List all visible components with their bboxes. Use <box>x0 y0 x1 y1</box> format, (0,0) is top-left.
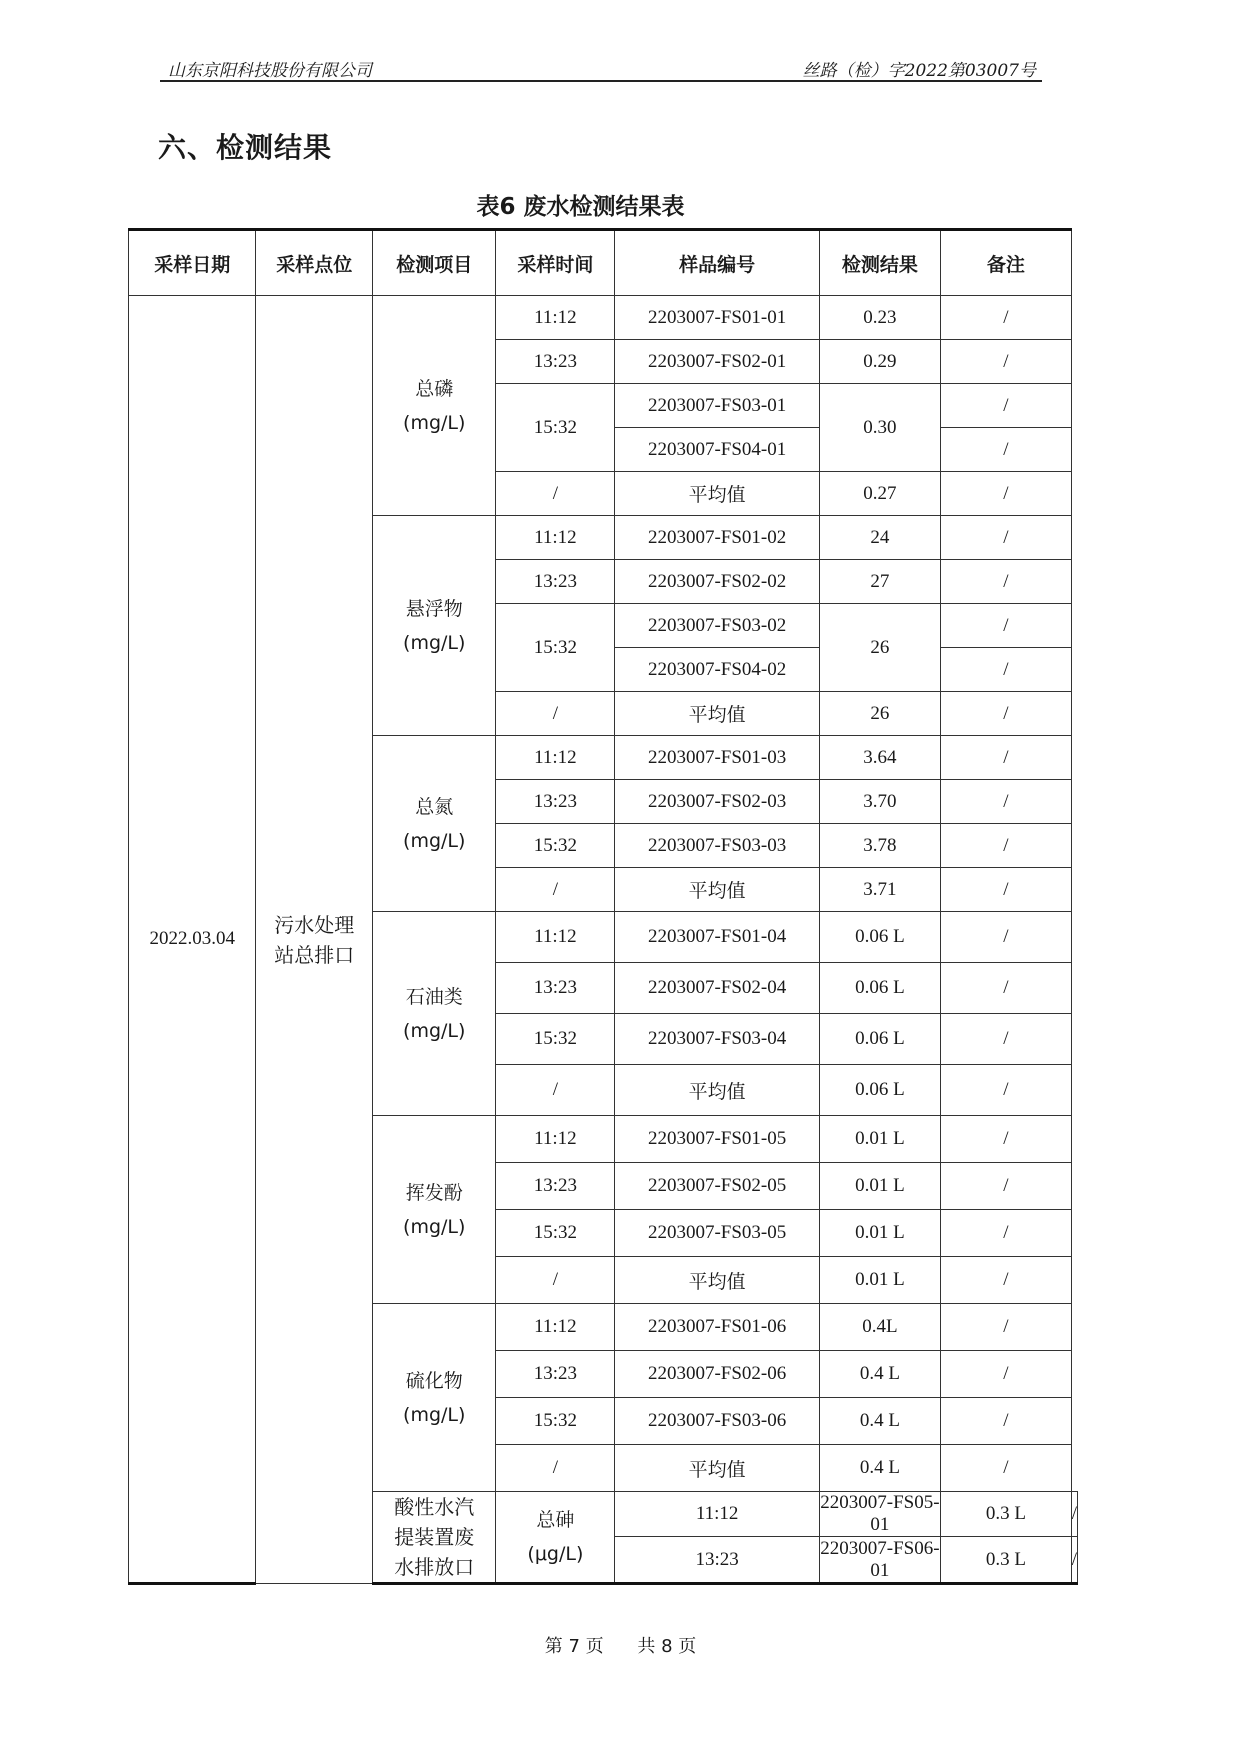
note-cell: / <box>941 384 1072 428</box>
test-item-unit: (mg/L) <box>403 829 466 852</box>
sampling-time-cell: / <box>496 472 615 516</box>
sampling-date-cell: 2022.03.04 <box>129 296 256 1584</box>
note-cell: / <box>941 692 1072 736</box>
note-cell: / <box>941 560 1072 604</box>
sample-id-cell: 2203007-FS02-06 <box>615 1351 819 1398</box>
sample-id-cell: 2203007-FS03-06 <box>615 1398 819 1445</box>
test-item-cell <box>373 736 496 912</box>
sampling-time-cell: 13:23 <box>496 780 615 824</box>
sampling-time-cell: 11:12 <box>496 912 615 963</box>
test-item-cell <box>496 1492 615 1584</box>
wastewater-result-table <box>128 228 1078 1585</box>
test-item-unit: (mg/L) <box>403 1403 466 1426</box>
sample-id-cell: 2203007-FS01-06 <box>615 1304 819 1351</box>
sampling-time-cell: / <box>496 1257 615 1304</box>
document-number: 丝路（检）字2022第03007号 <box>802 61 1036 81</box>
sampling-time-cell: 11:12 <box>496 516 615 560</box>
note-cell: / <box>941 1304 1072 1351</box>
col-test-item: 检测项目 <box>373 230 496 296</box>
result-cell: 0.06 L <box>819 912 940 963</box>
result-cell: 0.23 <box>819 296 940 340</box>
test-item-unit: (mg/L) <box>403 1215 466 1238</box>
note-cell: / <box>941 1257 1072 1304</box>
sample-id-cell: 2203007-FS01-03 <box>615 736 819 780</box>
result-cell: 0.01 L <box>819 1210 940 1257</box>
sampling-time-cell: 13:23 <box>496 560 615 604</box>
note-cell: / <box>941 824 1072 868</box>
note-cell: / <box>941 472 1072 516</box>
note-cell: / <box>941 1116 1072 1163</box>
result-cell: 0.06 L <box>819 963 940 1014</box>
table-row <box>129 296 1078 340</box>
result-cell: 3.71 <box>819 868 940 912</box>
test-item-unit: (mg/L) <box>403 1019 466 1042</box>
result-cell: 27 <box>819 560 940 604</box>
result-cell: 0.4 L <box>819 1351 940 1398</box>
sample-id-cell: 2203007-FS01-05 <box>615 1116 819 1163</box>
sampling-time-cell: 11:12 <box>496 1116 615 1163</box>
test-item-cell <box>373 516 496 736</box>
test-item-name: 总砷 <box>536 1509 575 1531</box>
company-name: 山东京阳科技股份有限公司 <box>168 61 372 81</box>
test-item-name: 总磷 <box>415 377 454 400</box>
result-cell: 0.4 L <box>819 1445 940 1492</box>
sampling-time-cell: 15:32 <box>496 604 615 692</box>
sample-id-cell: 2203007-FS02-04 <box>615 963 819 1014</box>
sampling-time-cell: / <box>496 1065 615 1116</box>
result-cell: 26 <box>819 692 940 736</box>
sample-id-cell: 2203007-FS03-04 <box>615 1014 819 1065</box>
result-cell: 0.3 L <box>941 1492 1072 1537</box>
sample-id-cell: 2203007-FS03-03 <box>615 824 819 868</box>
result-cell: 0.01 L <box>819 1163 940 1210</box>
note-cell: / <box>941 648 1072 692</box>
note-cell: / <box>1071 1492 1077 1537</box>
note-cell: / <box>941 963 1072 1014</box>
test-item-name: 硫化物 <box>405 1369 463 1392</box>
note-cell: / <box>941 1163 1072 1210</box>
header-rule <box>160 80 1042 82</box>
sampling-time-cell: 13:23 <box>615 1537 819 1584</box>
sampling-point-acid <box>373 1492 496 1584</box>
col-result: 检测结果 <box>819 230 940 296</box>
result-cell: 0.4L <box>819 1304 940 1351</box>
sampling-time-cell: 11:12 <box>496 1304 615 1351</box>
test-item-unit: (mg/L) <box>403 411 466 434</box>
sample-id-cell: 平均值 <box>615 472 819 516</box>
test-item-name: 悬浮物 <box>405 597 463 620</box>
result-cell: 3.78 <box>819 824 940 868</box>
sampling-time-cell: 13:23 <box>496 1163 615 1210</box>
sampling-time-cell: 13:23 <box>496 340 615 384</box>
sample-id-cell: 2203007-FS03-01 <box>615 384 819 428</box>
result-cell: 0.29 <box>819 340 940 384</box>
sampling-time-cell: / <box>496 868 615 912</box>
sample-id-cell: 2203007-FS04-01 <box>615 428 819 472</box>
note-cell: / <box>1071 1537 1077 1584</box>
note-cell: / <box>941 780 1072 824</box>
test-item-cell <box>373 912 496 1116</box>
test-item-unit: (mg/L) <box>403 631 466 654</box>
sample-id-cell: 2203007-FS01-02 <box>615 516 819 560</box>
sample-id-cell: 平均值 <box>615 868 819 912</box>
test-item-cell <box>373 1116 496 1304</box>
note-cell: / <box>941 868 1072 912</box>
test-item-name: 石油类 <box>405 985 463 1008</box>
sampling-time-cell: 13:23 <box>496 1351 615 1398</box>
sampling-time-cell: 15:32 <box>496 1210 615 1257</box>
sampling-time-cell: 11:12 <box>496 736 615 780</box>
note-cell: / <box>941 1351 1072 1398</box>
result-cell: 0.27 <box>819 472 940 516</box>
test-item-cell <box>373 296 496 516</box>
result-cell: 26 <box>819 604 940 692</box>
sampling-time-cell: 11:12 <box>496 296 615 340</box>
test-item-name: 挥发酚 <box>405 1181 463 1204</box>
sample-id-cell: 2203007-FS02-01 <box>615 340 819 384</box>
note-cell: / <box>941 296 1072 340</box>
sample-id-cell: 2203007-FS06-01 <box>819 1537 940 1584</box>
col-note: 备注 <box>941 230 1072 296</box>
result-cell: 3.64 <box>819 736 940 780</box>
sampling-time-cell: / <box>496 692 615 736</box>
sample-id-cell: 2203007-FS02-05 <box>615 1163 819 1210</box>
col-sampling-point: 采样点位 <box>256 230 373 296</box>
sampling-time-cell: 15:32 <box>496 824 615 868</box>
table-title: 表6 废水检测结果表 <box>476 194 685 220</box>
sample-id-cell: 2203007-FS03-05 <box>615 1210 819 1257</box>
result-cell: 0.06 L <box>819 1065 940 1116</box>
page-footer <box>0 1632 1241 1658</box>
result-cell: 0.4 L <box>819 1398 940 1445</box>
result-cell: 3.70 <box>819 780 940 824</box>
sampling-time-cell: 15:32 <box>496 1014 615 1065</box>
sampling-point-main <box>256 296 373 1584</box>
col-sample-id: 样品编号 <box>615 230 819 296</box>
sampling-point-acid-label: 酸性水汽 提装置废 水排放口 <box>394 1495 475 1579</box>
sampling-time-cell: 13:23 <box>496 963 615 1014</box>
col-sampling-time: 采样时间 <box>496 230 615 296</box>
sample-id-cell: 2203007-FS01-01 <box>615 296 819 340</box>
page-header <box>160 52 1042 82</box>
result-cell: 0.01 L <box>819 1257 940 1304</box>
sample-id-cell: 2203007-FS03-02 <box>615 604 819 648</box>
sample-id-cell: 2203007-FS01-04 <box>615 912 819 963</box>
sample-id-cell: 2203007-FS04-02 <box>615 648 819 692</box>
sampling-time-cell: 15:32 <box>496 384 615 472</box>
page-total: 共 8 页 <box>637 1636 697 1657</box>
note-cell: / <box>941 1210 1072 1257</box>
sample-id-cell: 平均值 <box>615 1257 819 1304</box>
sample-id-cell: 平均值 <box>615 692 819 736</box>
section-title: 六、检测结果 <box>158 131 333 164</box>
result-cell: 24 <box>819 516 940 560</box>
col-sampling-date: 采样日期 <box>129 230 256 296</box>
table-header-row <box>129 230 1078 296</box>
test-item-name: 总氮 <box>415 795 454 818</box>
sample-id-cell: 平均值 <box>615 1065 819 1116</box>
sample-id-cell: 平均值 <box>615 1445 819 1492</box>
result-cell: 0.30 <box>819 384 940 472</box>
note-cell: / <box>941 1398 1072 1445</box>
sampling-time-cell: 11:12 <box>615 1492 819 1537</box>
note-cell: / <box>941 1445 1072 1492</box>
sampling-point-main-label: 污水处理 站总排口 <box>274 912 355 967</box>
table-title-wrap <box>0 188 1241 221</box>
note-cell: / <box>941 428 1072 472</box>
note-cell: / <box>941 1014 1072 1065</box>
note-cell: / <box>941 1065 1072 1116</box>
sampling-time-cell: / <box>496 1445 615 1492</box>
result-cell: 0.3 L <box>941 1537 1072 1584</box>
note-cell: / <box>941 736 1072 780</box>
sampling-time-cell: 15:32 <box>496 1398 615 1445</box>
note-cell: / <box>941 340 1072 384</box>
sample-id-cell: 2203007-FS02-03 <box>615 780 819 824</box>
note-cell: / <box>941 604 1072 648</box>
note-cell: / <box>941 912 1072 963</box>
result-cell: 0.01 L <box>819 1116 940 1163</box>
result-cell: 0.06 L <box>819 1014 940 1065</box>
test-item-cell <box>373 1304 496 1492</box>
sample-id-cell: 2203007-FS02-02 <box>615 560 819 604</box>
note-cell: / <box>941 516 1072 560</box>
sample-id-cell: 2203007-FS05-01 <box>820 1492 940 1536</box>
page-number: 第 7 页 <box>544 1636 604 1657</box>
test-item-unit: (μg/L) <box>527 1543 584 1565</box>
